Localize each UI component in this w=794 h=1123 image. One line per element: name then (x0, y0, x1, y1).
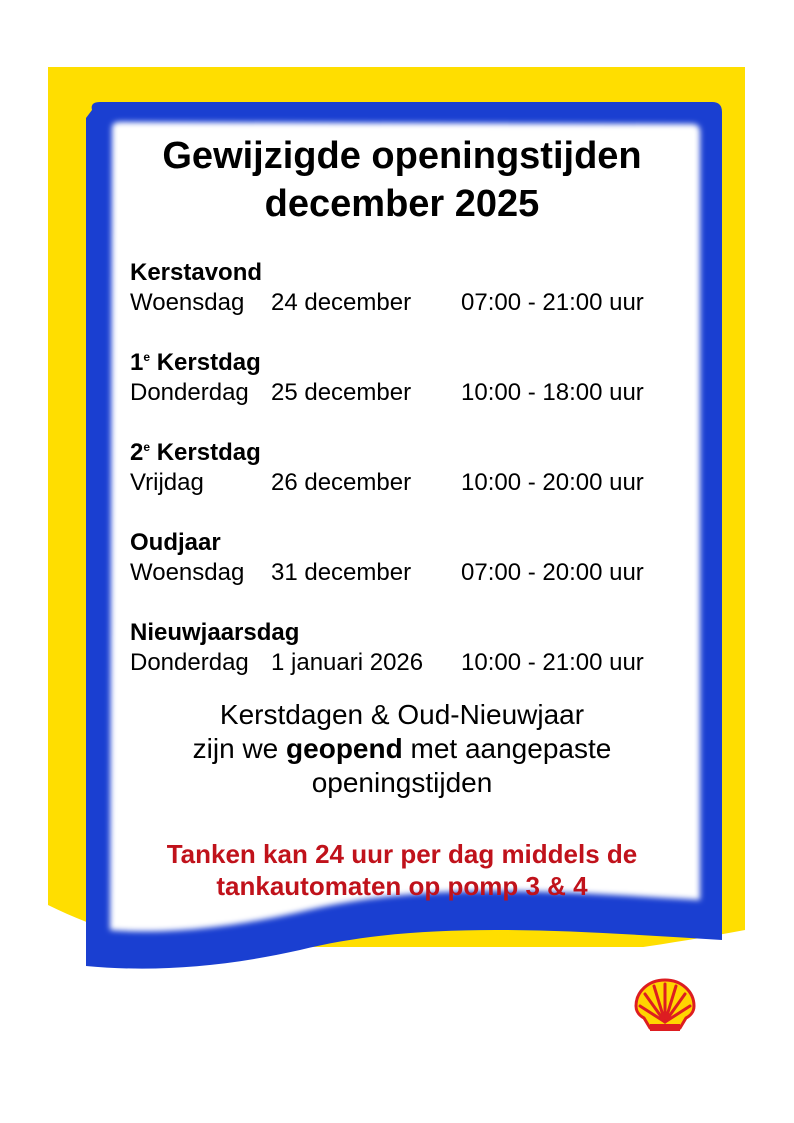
entry-name: Nieuwjaarsdag (130, 619, 300, 646)
entry-day: Woensdag (130, 289, 245, 316)
entry-time: 10:00 - 21:00 uur (461, 649, 644, 676)
entry-name: 2e Kerstdag (130, 439, 261, 466)
entry-row (130, 648, 690, 678)
opening-message (112, 698, 692, 800)
entry-day: Woensdag (130, 559, 245, 586)
entry-date: 31 december (271, 559, 412, 586)
entry-time: 10:00 - 20:00 uur (461, 469, 644, 496)
entry-date: 24 december (271, 289, 412, 316)
entry-date: 25 december (271, 379, 412, 406)
entry-time: 07:00 - 20:00 uur (461, 559, 644, 586)
title-line-2: december 2025 (264, 183, 540, 225)
notice-line-1: Tanken kan 24 uur per dag middels de (166, 839, 638, 869)
entry-name: 1e Kerstdag (130, 349, 261, 376)
entry-time: 10:00 - 18:00 uur (461, 379, 644, 406)
message-line-2: zijn we geopend met aangepaste (192, 733, 612, 764)
fuel-notice (112, 838, 692, 902)
entry-nieuwjaarsdag (130, 618, 690, 678)
entry-day: Donderdag (130, 379, 249, 406)
shell-logo-icon (634, 978, 696, 1034)
entry-day: Vrijdag (130, 469, 204, 496)
entry-row (130, 558, 690, 588)
entry-date: 26 december (271, 469, 412, 496)
entry-row (130, 288, 690, 318)
message-line-3: openingstijden (311, 767, 493, 798)
notice-line-2: tankautomaten op pomp 3 & 4 (216, 871, 588, 901)
entry-kerstavond (130, 258, 690, 318)
entry-2e-kerstdag (130, 438, 690, 498)
entry-oudjaar (130, 528, 690, 588)
entry-time: 07:00 - 21:00 uur (461, 289, 644, 316)
entry-row (130, 378, 690, 408)
entry-date: 1 januari 2026 (271, 649, 424, 676)
entry-name: Kerstavond (130, 259, 263, 286)
entry-row (130, 468, 690, 498)
entry-name: Oudjaar (130, 529, 221, 556)
entry-day: Donderdag (130, 649, 249, 676)
entry-1e-kerstdag (130, 348, 690, 408)
title-line-1: Gewijzigde openingstijden (162, 135, 642, 177)
message-line-1: Kerstdagen & Oud-Nieuwjaar (219, 699, 585, 730)
page-title (102, 132, 702, 228)
